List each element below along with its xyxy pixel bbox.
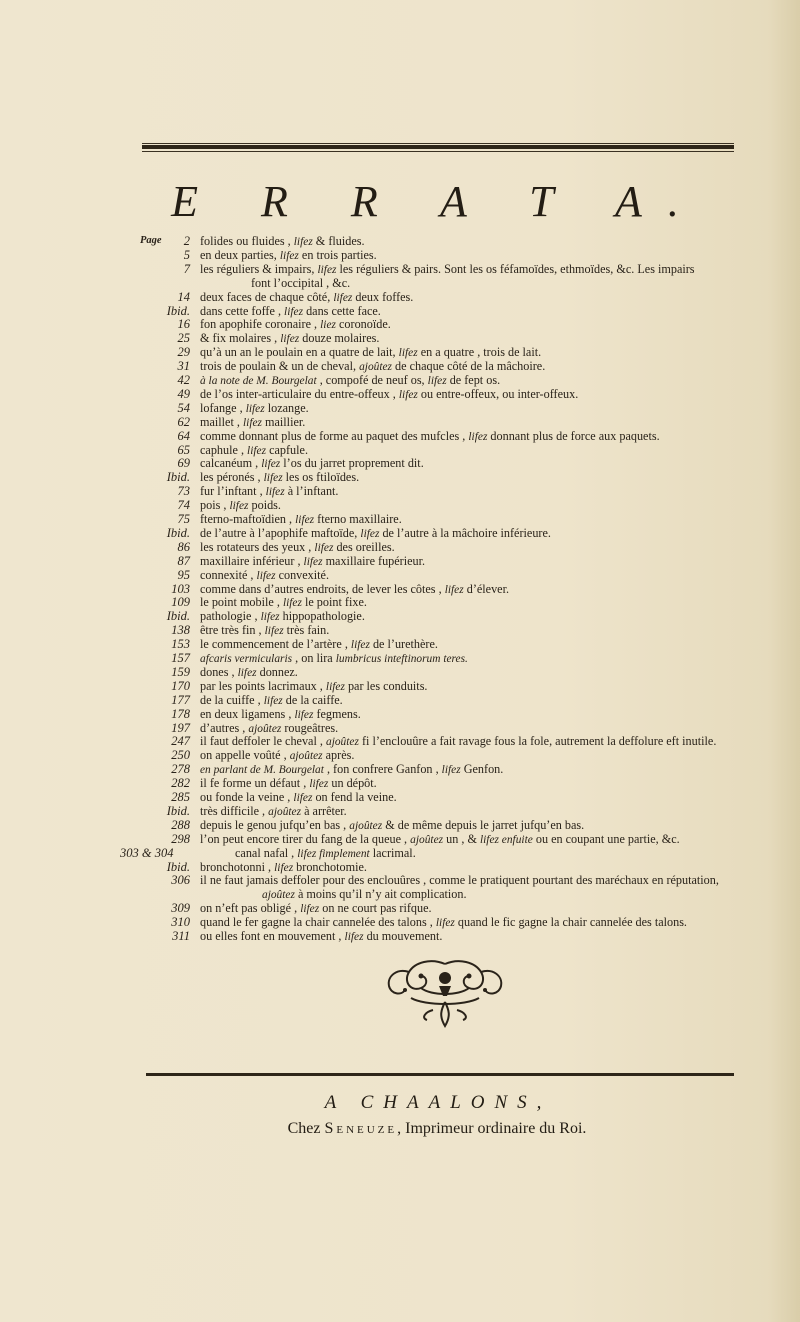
errata-correction-text: en deux parties, lifez en trois parties. — [200, 247, 377, 262]
errata-page-number: Ibid. — [166, 859, 190, 874]
errata-page-number: 178 — [171, 706, 190, 721]
errata-correction-text: bronchotonni , lifez bronchotomie. — [200, 859, 367, 874]
errata-page-number: 5 — [183, 247, 190, 262]
errata-page-number: 29 — [177, 345, 190, 360]
errata-page-number: 86 — [177, 539, 190, 554]
errata-page-number: 282 — [171, 776, 190, 791]
errata-page-number: 25 — [177, 331, 190, 346]
errata-page-number: 306 — [171, 873, 190, 888]
imprint-printer-name: Seneuze — [324, 1120, 398, 1137]
errata-page-number: Ibid. — [166, 303, 190, 318]
errata-correction-text: il fe forme un défaut , lifez un dépôt. — [200, 776, 377, 791]
errata-correction-text: de la cuiffe , lifez de la caiffe. — [200, 692, 343, 707]
errata-correction-text: ou fonde la veine , lifez on fend la veine. — [200, 790, 397, 804]
errata-correction-text: deux faces de chaque côté, lifez deux foffes. — [200, 289, 414, 304]
errata-correction-text: le commencement de l’artère , lifez de l’urethère. — [200, 637, 438, 652]
errata-page-number: 54 — [177, 400, 190, 415]
errata-correction-text: fterno-maftoïdien , lifez fterno maxillaire. — [200, 512, 402, 526]
errata-correction-text: font l’occipital , &c. — [251, 275, 351, 290]
errata-page-number: 138 — [171, 623, 190, 638]
errata-page-number: 153 — [171, 637, 190, 652]
errata-correction-text: très difficile , ajoûtez à arrêter. — [200, 803, 347, 818]
errata-correction-text: être très fin , lifez très fain. — [200, 623, 330, 638]
errata-correction-text: comme dans d’autres endroits, de lever les côtes , lifez d’élever. — [200, 581, 510, 596]
errata-page-number: 310 — [171, 915, 190, 930]
errata-page-number: 31 — [177, 359, 190, 374]
errata-page-number: 247 — [171, 734, 190, 749]
bottom-rule — [146, 1073, 734, 1076]
errata-page-number: 103 — [171, 581, 190, 596]
errata-correction-text: pois , lifez poids. — [200, 498, 281, 513]
top-double-rule — [142, 143, 734, 152]
errata-correction-text: à la note de M. Bourgelat , compofé de neuf os, lifez de fept os. — [200, 373, 501, 387]
errata-page-number: 49 — [177, 386, 190, 401]
errata-correction-text: ajoûtez à moins qu’il n’y ait complication. — [262, 887, 467, 902]
errata-correction-text: fon apophife coronaire , liez coronoïde. — [200, 317, 391, 332]
page-title: E R R A T A. — [171, 177, 705, 226]
errata-page-number: 16 — [177, 317, 190, 332]
errata-page-number: 75 — [177, 512, 190, 526]
errata-correction-text: dans cette foffe , lifez dans cette face. — [200, 303, 381, 318]
errata-correction-text: par les points lacrimaux , lifez par les conduits. — [200, 678, 428, 693]
errata-page-number: 42 — [177, 373, 190, 387]
errata-correction-text: canal nafal , lifez fimplement lacrimal. — [235, 845, 416, 860]
errata-correction-text: le point mobile , lifez le point fixe. — [200, 595, 367, 610]
errata-page-number: 159 — [171, 664, 190, 679]
errata-page-number: 64 — [177, 428, 190, 443]
errata-page-number: 303 & 304 — [120, 845, 174, 860]
errata-page-number: 2 — [183, 234, 190, 248]
errata-page-number: Ibid. — [166, 803, 190, 818]
errata-correction-text: afcaris vermicularis , on lira lumbricus inteftinorum teres. — [200, 651, 468, 665]
imprint-chez: Chez — [287, 1120, 321, 1137]
errata-correction-text: fur l’inftant , lifez à l’inftant. — [200, 484, 339, 499]
errata-page-number: Ibid. — [166, 470, 190, 485]
errata-page-number: 95 — [177, 567, 190, 582]
imprint-city: A CHAALONS, — [324, 1092, 552, 1113]
errata-page-number: 285 — [171, 790, 190, 804]
errata-page-number: 87 — [177, 553, 190, 568]
imprint-printer-role: , Imprimeur ordinaire du Roi. — [397, 1120, 587, 1137]
errata-correction-text: dones , lifez donnez. — [200, 664, 298, 679]
errata-correction-text: les rotateurs des yeux , lifez des oreilles. — [200, 539, 395, 554]
errata-page-number: 73 — [177, 484, 190, 499]
errata-page-number: 177 — [171, 692, 190, 707]
errata-page-number: Ibid. — [166, 525, 190, 540]
errata-page-number: 309 — [171, 901, 190, 916]
errata-correction-text: les réguliers & impairs, lifez les réguliers & pairs. Sont les os féfamoïdes, ethmoïdes, &c. Les impairs — [200, 261, 695, 276]
errata-page-number: 62 — [177, 414, 190, 429]
errata-page-number: 7 — [183, 261, 190, 276]
errata-page-number: 170 — [171, 678, 190, 693]
errata-correction-text: on appelle voûté , ajoûtez après. — [200, 748, 355, 763]
errata-page-number: 288 — [171, 817, 190, 832]
printer-ornament-icon — [381, 954, 509, 1030]
errata-page-number: 250 — [171, 748, 190, 763]
errata-correction-text: connexité , lifez convexité. — [200, 567, 329, 582]
errata-correction-text: comme donnant plus de forme au paquet des mufcles , lifez donnant plus de force aux paquets. — [200, 428, 660, 443]
errata-page-number: 278 — [171, 762, 190, 777]
errata-correction-text: il ne faut jamais deffoler pour des enclouûres , comme le pratiquent pourtant des maréchaux en réputation, — [200, 873, 719, 888]
errata-correction-text: les péronés , lifez les os ftiloïdes. — [200, 470, 360, 485]
errata-page-number: 157 — [171, 651, 190, 665]
errata-page-number: 311 — [172, 929, 190, 943]
errata-correction-text: pathologie , lifez hippopathologie. — [200, 609, 365, 624]
errata-correction-text: qu’à un an le poulain en a quatre de lait, lifez en a quatre , trois de lait. — [200, 345, 542, 360]
errata-correction-text: d’autres , ajoûtez rougeâtres. — [200, 720, 339, 735]
errata-page-number: 109 — [171, 595, 190, 610]
errata-correction-text: il faut deffoler le cheval , ajoûtez fi l’enclouûre a fait ravage fous la fole, autrement la deffolure eft inutile. — [200, 734, 717, 749]
errata-correction-text: caphule , lifez capfule. — [200, 442, 308, 457]
errata-correction-text: depuis le genou jufqu’en bas , ajoûtez & de même depuis le jarret jufqu’en bas. — [200, 817, 585, 832]
errata-page-number: 74 — [177, 498, 190, 513]
page-label: Page — [140, 235, 162, 246]
errata-correction-text: calcanéum , lifez l’os du jarret proprement dit. — [200, 456, 424, 471]
errata-correction-text: de l’os inter-articulaire du entre-offeux , lifez ou entre-offeux, ou inter-offeux. — [200, 386, 579, 401]
errata-correction-text: & fix molaires , lifez douze molaires. — [200, 331, 380, 346]
errata-correction-text: folides ou fluides , lifez & fluides. — [200, 234, 365, 248]
imprint-printer — [0, 1120, 800, 1138]
errata-page-number: 197 — [171, 720, 190, 735]
errata-page-number: 298 — [171, 831, 190, 846]
errata-correction-text: l’on peut encore tirer du fang de la queue , ajoûtez un , & lifez enfuite ou en coupant une partie, &c. — [200, 831, 680, 846]
errata-correction-text: quand le fer gagne la chair cannelée des talons , lifez quand le fic gagne la chair cannelée des talons. — [200, 915, 687, 930]
errata-correction-text: en parlant de M. Bourgelat , fon confrere Ganfon , lifez Genfon. — [200, 762, 504, 777]
errata-correction-text: maillet , lifez maillier. — [200, 414, 306, 429]
errata-page-number: 65 — [177, 442, 190, 457]
errata-page-number: Ibid. — [166, 609, 190, 624]
errata-correction-text: trois de poulain & un de cheval, ajoûtez de chaque côté de la mâchoire. — [200, 359, 546, 374]
errata-correction-text: lofange , lifez lozange. — [200, 400, 309, 415]
errata-correction-text: ou elles font en mouvement , lifez du mouvement. — [200, 929, 443, 943]
errata-correction-text: maxillaire inférieur , lifez maxillaire fupérieur. — [200, 553, 426, 568]
errata-correction-text: on n’eft pas obligé , lifez on ne court pas rifque. — [200, 901, 432, 916]
errata-correction-text: de l’autre à l’apophife maftoïde, lifez de l’autre à la mâchoire inférieure. — [200, 525, 551, 540]
errata-correction-text: en deux ligamens , lifez fegmens. — [200, 706, 361, 721]
errata-page-number: 14 — [177, 289, 190, 304]
errata-page-number: 69 — [177, 456, 190, 471]
